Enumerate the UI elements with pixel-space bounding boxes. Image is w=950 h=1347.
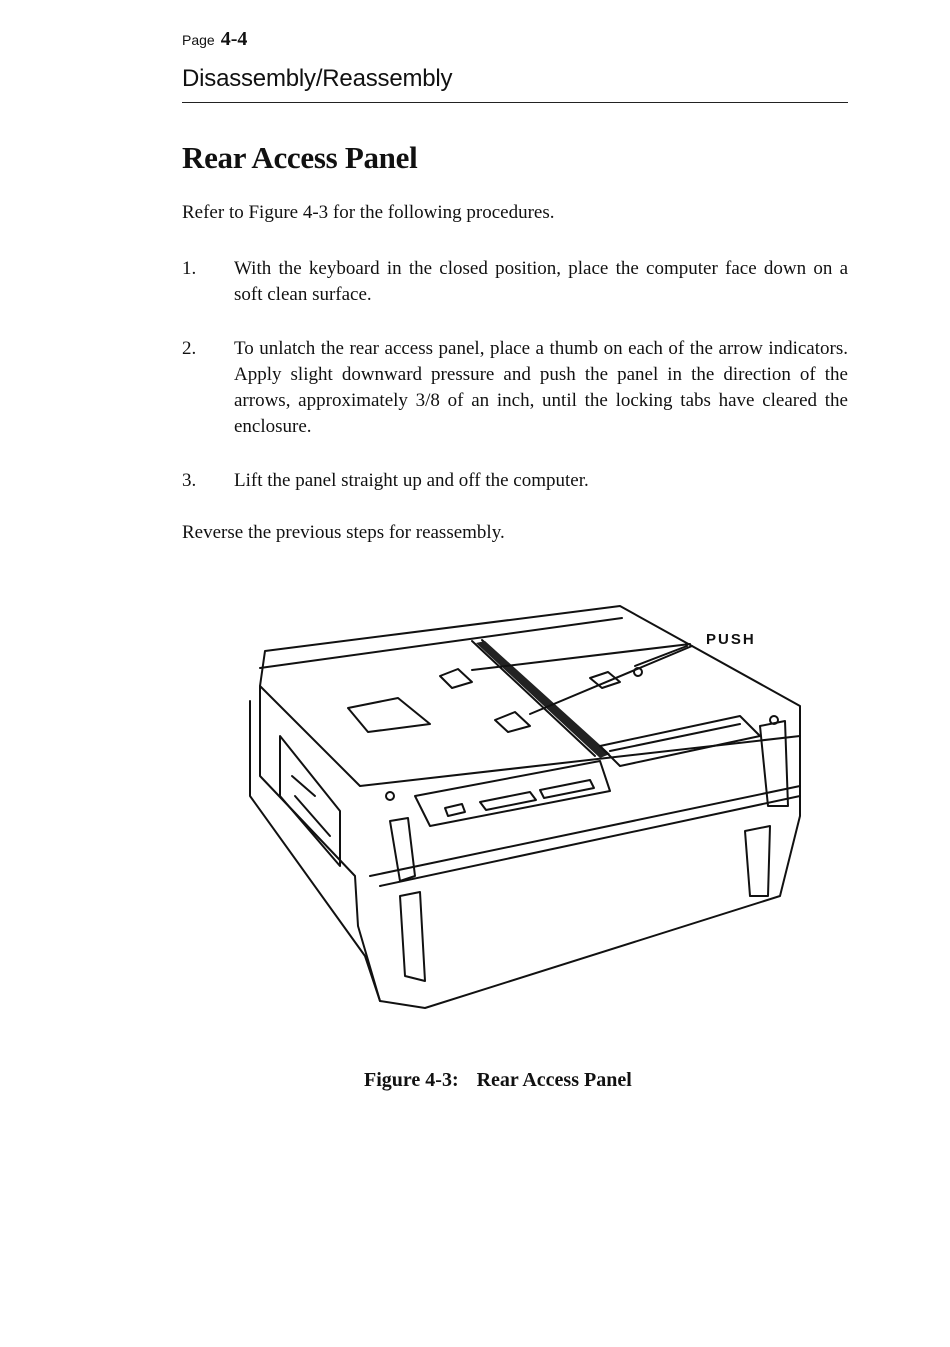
step-number: 2. [182,338,197,359]
chassis-left-edge [250,701,380,1001]
figure-caption [364,1069,632,1092]
header-rule [182,102,848,103]
push-callout: PUSH [706,631,756,648]
expansion-slot [600,716,760,766]
panel-slot [476,641,610,758]
page-number-value: 4-4 [220,28,248,50]
step-text: With the keyboard in the closed position, place the computer face down on a soft clean surface. [234,258,848,305]
connector-panel [415,761,610,826]
screw-left [386,792,394,800]
label-plate [348,698,430,732]
chassis-midline [370,786,800,876]
caption-label: Figure 4-3: [364,1069,459,1091]
arrow-indicator-right [590,672,620,688]
arrow-indicator-center [495,712,530,732]
caption-title: Rear Access Panel [476,1069,632,1091]
port-icon [445,804,465,816]
drive-slot-1 [292,776,315,796]
step-text: To unlatch the rear access panel, place a thumb on each of the arrow indicators. Apply slight downward pressure and push the panel in the direction of the arrows, approximately 3/8 of an inch, until the locking tabs have cleared the enclosure. [234,338,848,437]
drive-bay [280,736,340,866]
page-number [182,28,848,51]
chassis-midline-2 [380,796,800,886]
page-label: Page [182,32,215,48]
page-title: Rear Access Panel [182,140,418,175]
expansion-slot-inner [610,724,740,751]
closing-paragraph: Reverse the previous steps for reassembly. [182,522,505,543]
section-title: Disassembly/Reassembly [182,65,453,92]
rear-access-panel-illustration [240,596,820,1016]
left-handle-lower [400,892,425,981]
step-text: Lift the panel straight up and off the computer. [234,470,589,491]
push-callout-line-2 [530,646,692,714]
page-header [182,28,848,93]
arrow-indicator-left [440,669,472,688]
step-number: 3. [182,470,197,491]
right-handle-lower [745,826,770,896]
intro-paragraph: Refer to Figure 4-3 for the following procedures. [182,202,555,223]
step-number: 1. [182,258,197,279]
top-panel-edge [260,618,622,668]
